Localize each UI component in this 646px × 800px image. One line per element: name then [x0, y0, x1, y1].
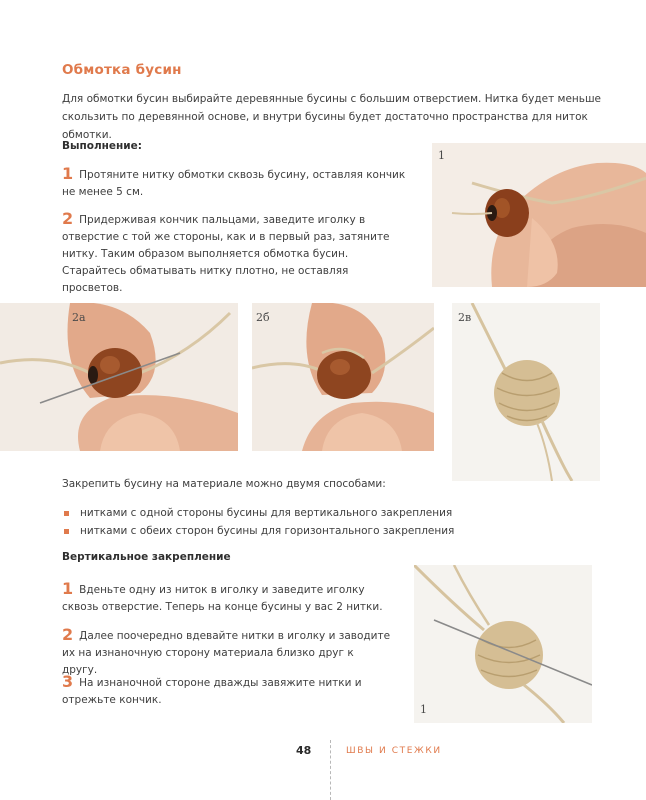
photo-step-2a	[0, 303, 238, 451]
photo-label: 2в	[458, 311, 472, 324]
step-1	[62, 165, 407, 201]
photo-label: 2а	[72, 311, 86, 324]
fasten-intro: Закрепить бусину на материале можно двумя способами:	[62, 478, 386, 490]
photo-step-1	[432, 143, 646, 287]
photo-label: 1	[438, 149, 445, 162]
vertical-step-1	[62, 580, 392, 616]
bullet-item: нитками с обеих сторон бусины для горизонтального закрепления	[62, 522, 482, 540]
photo-step-2c	[452, 303, 600, 481]
section-title: Обмотка бусин	[62, 62, 182, 78]
vertical-step-3	[62, 673, 392, 709]
fasten-bullets	[62, 504, 482, 540]
page-number: 48	[296, 744, 312, 757]
step-text: Протяните нитку обмотки сквозь бусину, оставляя кончик не менее 5 см.	[62, 169, 406, 198]
step-number: 1	[62, 579, 74, 598]
step-text: Придерживая кончик пальцами, заведите иголку в отверстие с той же стороны, как и в первый раз, затяните нитку. Таким образом выполняется обмотка бусин. Старайтесь обматывать нитку плотно, не оставляя просветов.	[62, 214, 390, 294]
intro-paragraph: Для обмотки бусин выбирайте деревянные бусины с большим отверстием. Нитка будет меньше скользить по деревянной основе, и внутри бусины будет достаточно пространства для ниток обмотки.	[62, 93, 602, 141]
step-2	[62, 210, 407, 297]
vertical-fastening-heading: Вертикальное закрепление	[62, 551, 231, 563]
step-number: 2	[62, 625, 74, 644]
step-number: 2	[62, 209, 74, 228]
footer-divider	[330, 740, 331, 800]
vertical-step-2	[62, 626, 392, 679]
step-text: Вденьте одну из ниток в иголку и заведите иголку сквозь отверстие. Теперь на конце бусины у вас 2 нитки.	[62, 584, 383, 613]
section-name: ШВЫ И СТЕЖКИ	[346, 746, 442, 756]
photo-vertical-step-1	[414, 565, 592, 723]
bullet-item: нитками с одной стороны бусины для вертикального закрепления	[62, 504, 482, 522]
step-text: На изнаночной стороне дважды завяжите нитки и отрежьте кончик.	[62, 677, 362, 706]
photo-step-2b	[252, 303, 434, 451]
photo-label: 2б	[256, 311, 270, 324]
step-text: Далее поочередно вдевайте нитки в иголку и заводите их на изнаночную сторону материала близко друг к другу.	[62, 630, 391, 676]
step-number: 3	[62, 672, 74, 691]
instructions-heading: Выполнение:	[62, 140, 142, 152]
step-number: 1	[62, 164, 74, 183]
photo-label: 1	[420, 703, 427, 716]
